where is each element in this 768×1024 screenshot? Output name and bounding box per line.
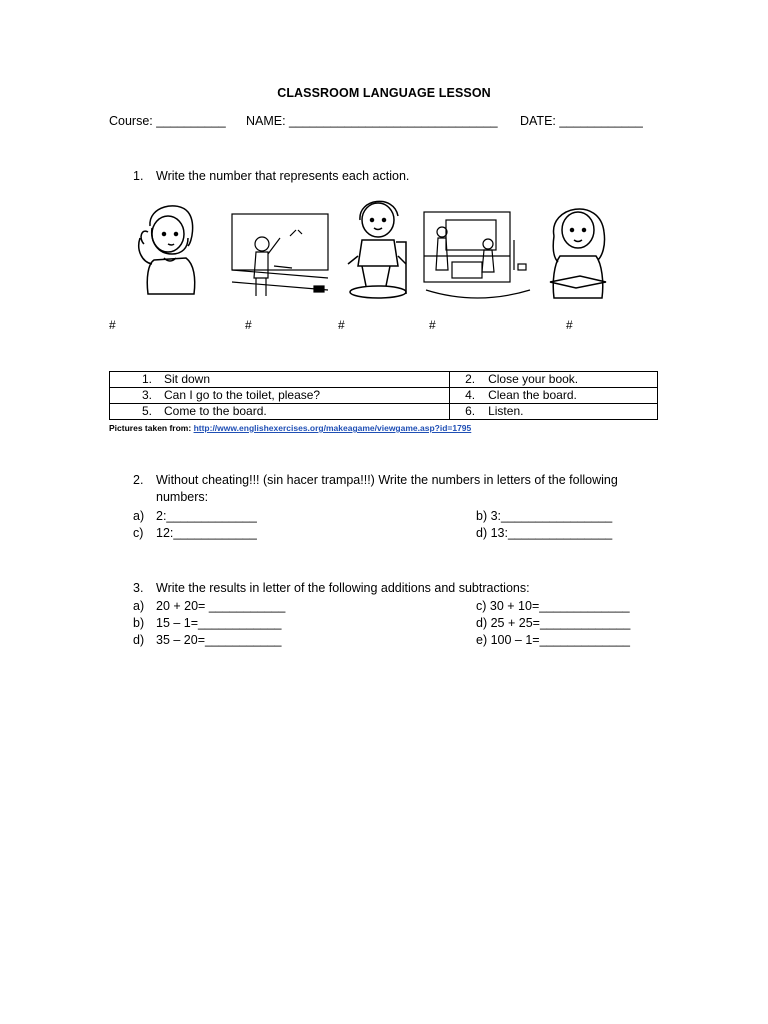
table-cell: 6. Listen. bbox=[450, 404, 658, 420]
section1-number: 1. bbox=[133, 169, 144, 183]
page-title: CLASSROOM LANGUAGE LESSON bbox=[277, 86, 491, 100]
section2-item-label: a) bbox=[133, 509, 145, 523]
section2-item-answer: 12:____________ bbox=[156, 526, 257, 540]
name-field: NAME: ______________________________ bbox=[246, 114, 498, 128]
section3-item-label: d) bbox=[133, 633, 145, 647]
hash-mark-4: # bbox=[429, 318, 436, 332]
table-cell: 3. Can I go to the toilet, please? bbox=[110, 388, 450, 404]
section2-number: 2. bbox=[133, 473, 144, 487]
section2-instruction-line2: numbers: bbox=[156, 490, 209, 504]
girl-with-book-illustration bbox=[544, 196, 612, 302]
table-row bbox=[110, 388, 658, 404]
boy-sitting-illustration bbox=[344, 194, 412, 302]
section3-item-right: c) 30 + 10=_____________ bbox=[476, 599, 630, 613]
actions-table bbox=[109, 371, 658, 420]
hash-mark-2: # bbox=[245, 318, 252, 332]
section3-instruction: Write the results in letter of the following additions and subtractions: bbox=[156, 581, 530, 595]
credit-link[interactable]: http://www.englishexercises.org/makeagame/viewgame.asp?id=1795 bbox=[193, 423, 472, 433]
boy-listening-illustration bbox=[128, 198, 212, 302]
table-cell: 5. Come to the board. bbox=[110, 404, 450, 420]
section3-item-label: a) bbox=[133, 599, 145, 613]
hash-mark-3: # bbox=[338, 318, 345, 332]
table-cell: 2. Close your book. bbox=[450, 372, 658, 388]
date-field: DATE: ____________ bbox=[520, 114, 643, 128]
hash-mark-1: # bbox=[109, 318, 116, 332]
table-row bbox=[110, 404, 658, 420]
course-field: Course: __________ bbox=[109, 114, 226, 128]
section3-item-right: e) 100 – 1=_____________ bbox=[476, 633, 630, 647]
table-cell: 4. Clean the board. bbox=[450, 388, 658, 404]
section3-item-answer: 15 – 1=____________ bbox=[156, 616, 282, 630]
section2-item-right: b) 3:________________ bbox=[476, 509, 613, 523]
section3-item-answer: 20 + 20= ___________ bbox=[156, 599, 286, 613]
hash-mark-5: # bbox=[566, 318, 573, 332]
section1-instruction: Write the number that represents each action. bbox=[156, 169, 410, 183]
table-row bbox=[110, 372, 658, 388]
section2-item-right: d) 13:_______________ bbox=[476, 526, 613, 540]
section2-item-label: c) bbox=[133, 526, 144, 540]
section2-item-answer: 2:_____________ bbox=[156, 509, 257, 523]
section2-instruction-line1: Without cheating!!! (sin hacer trampa!!!) Write the numbers in letters of the following bbox=[156, 473, 618, 487]
section3-number: 3. bbox=[133, 581, 144, 595]
boy-at-board-illustration bbox=[230, 208, 330, 302]
section3-item-answer: 35 – 20=___________ bbox=[156, 633, 282, 647]
section3-item-label: b) bbox=[133, 616, 145, 630]
picture-credit bbox=[109, 423, 471, 433]
credit-label: Pictures taken from: bbox=[109, 423, 194, 433]
teacher-and-child-illustration bbox=[422, 210, 532, 302]
section3-item-right: d) 25 + 25=_____________ bbox=[476, 616, 631, 630]
table-cell: 1. Sit down bbox=[110, 372, 450, 388]
